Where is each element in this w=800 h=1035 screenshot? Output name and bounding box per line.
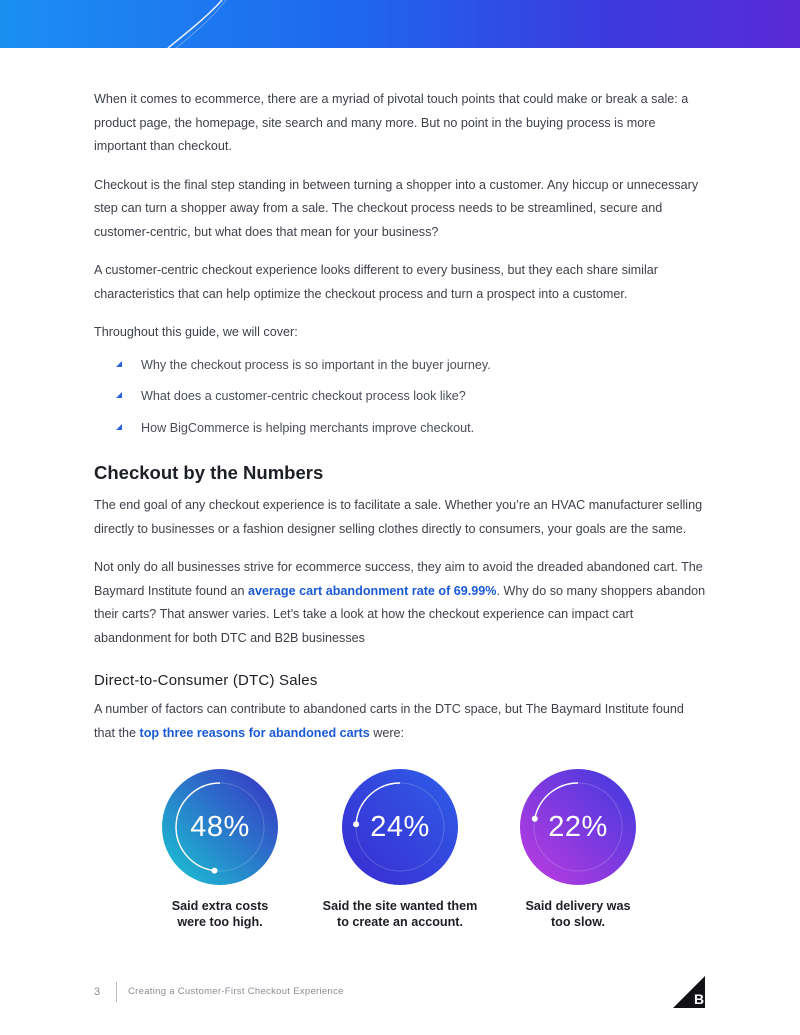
- abandonment-rate-link[interactable]: average cart abandonment rate of 69.99%: [248, 583, 497, 598]
- header-band: [0, 0, 800, 48]
- triangle-bullet-icon: [116, 392, 122, 398]
- topics-list: [116, 356, 706, 451]
- intro-paragraph-2: Checkout is the final step standing in between turning a shopper into a customer. Any hiccup or unnecessary step can turn a shopper away from a sale. The checkout process needs to be streamlined, secure and customer-centric, but what does that mean for your business?: [94, 177, 699, 239]
- svg-text:B: B: [694, 991, 705, 1007]
- intro-paragraph-4: Throughout this guide, we will cover:: [94, 325, 298, 339]
- stat-percentage: 22%: [548, 811, 608, 843]
- stat-circle: [519, 768, 637, 886]
- triangle-bullet-icon: [116, 361, 122, 367]
- list-item: What does a customer-centric checkout process look like?: [116, 387, 706, 419]
- section-heading-numbers: Checkout by the Numbers: [94, 462, 324, 483]
- stat-card: [488, 768, 668, 930]
- stat-circle: [161, 768, 279, 886]
- page-footer: [94, 982, 714, 1012]
- stat-caption: Said extra costs were too high.: [171, 899, 269, 929]
- bigcommerce-logo-icon: [672, 974, 708, 1010]
- list-item: Why the checkout process is so important in the buyer journey.: [116, 356, 706, 388]
- stat-circle: [341, 768, 459, 886]
- stat-caption: Said delivery was too slow.: [525, 899, 631, 929]
- stats-row: [160, 768, 640, 938]
- page-number: 3: [94, 986, 101, 998]
- triangle-bullet-icon: [116, 424, 122, 430]
- stat-percentage: 48%: [190, 811, 250, 843]
- stat-card: [130, 768, 310, 930]
- stat-percentage: 24%: [370, 811, 430, 843]
- dtc-paragraph: A number of factors can contribute to abandoned carts in the DTC space, but The Baymard Institute found that the top three reasons for abandoned carts were:: [94, 702, 684, 740]
- numbers-paragraph-1: The end goal of any checkout experience is to facilitate a sale. Whether you’re an HVAC manufacturer selling directly to businesses or a fashion designer selling clothes directly to consumers, your goals are the same.: [94, 498, 703, 536]
- stat-caption: Said the site wanted them to create an account.: [322, 899, 478, 929]
- top-reasons-link[interactable]: top three reasons for abandoned carts: [139, 725, 370, 740]
- footer-doc-title: Creating a Customer-First Checkout Experience: [128, 986, 344, 997]
- header-swoosh-decoration: [0, 0, 800, 48]
- footer-divider: [116, 982, 117, 1002]
- main-content: [94, 88, 706, 760]
- intro-paragraph-3: A customer-centric checkout experience looks different to every business, but they each share similar characteristics that can help optimize the checkout process and turn a prospect into a customer.: [94, 263, 658, 301]
- section-heading-dtc: Direct-to-Consumer (DTC) Sales: [94, 672, 318, 689]
- numbers-paragraph-2: Not only do all businesses strive for ecommerce success, they aim to avoid the dreaded abandoned cart. The Baymard Institute found an average cart abandonment rate of 69.99%. Why do so many shoppers abandon their carts? That answer varies. Let’s take a look at how the checkout experience can impact cart abandonment for both DTC and B2B businesses: [94, 560, 706, 645]
- stat-card: [310, 768, 490, 930]
- list-item: How BigCommerce is helping merchants improve checkout.: [116, 419, 706, 451]
- intro-paragraph-1: When it comes to ecommerce, there are a myriad of pivotal touch points that could make or break a sale: a product page, the homepage, site search and many more. But no point in the buying process is more important than checkout.: [94, 92, 689, 153]
